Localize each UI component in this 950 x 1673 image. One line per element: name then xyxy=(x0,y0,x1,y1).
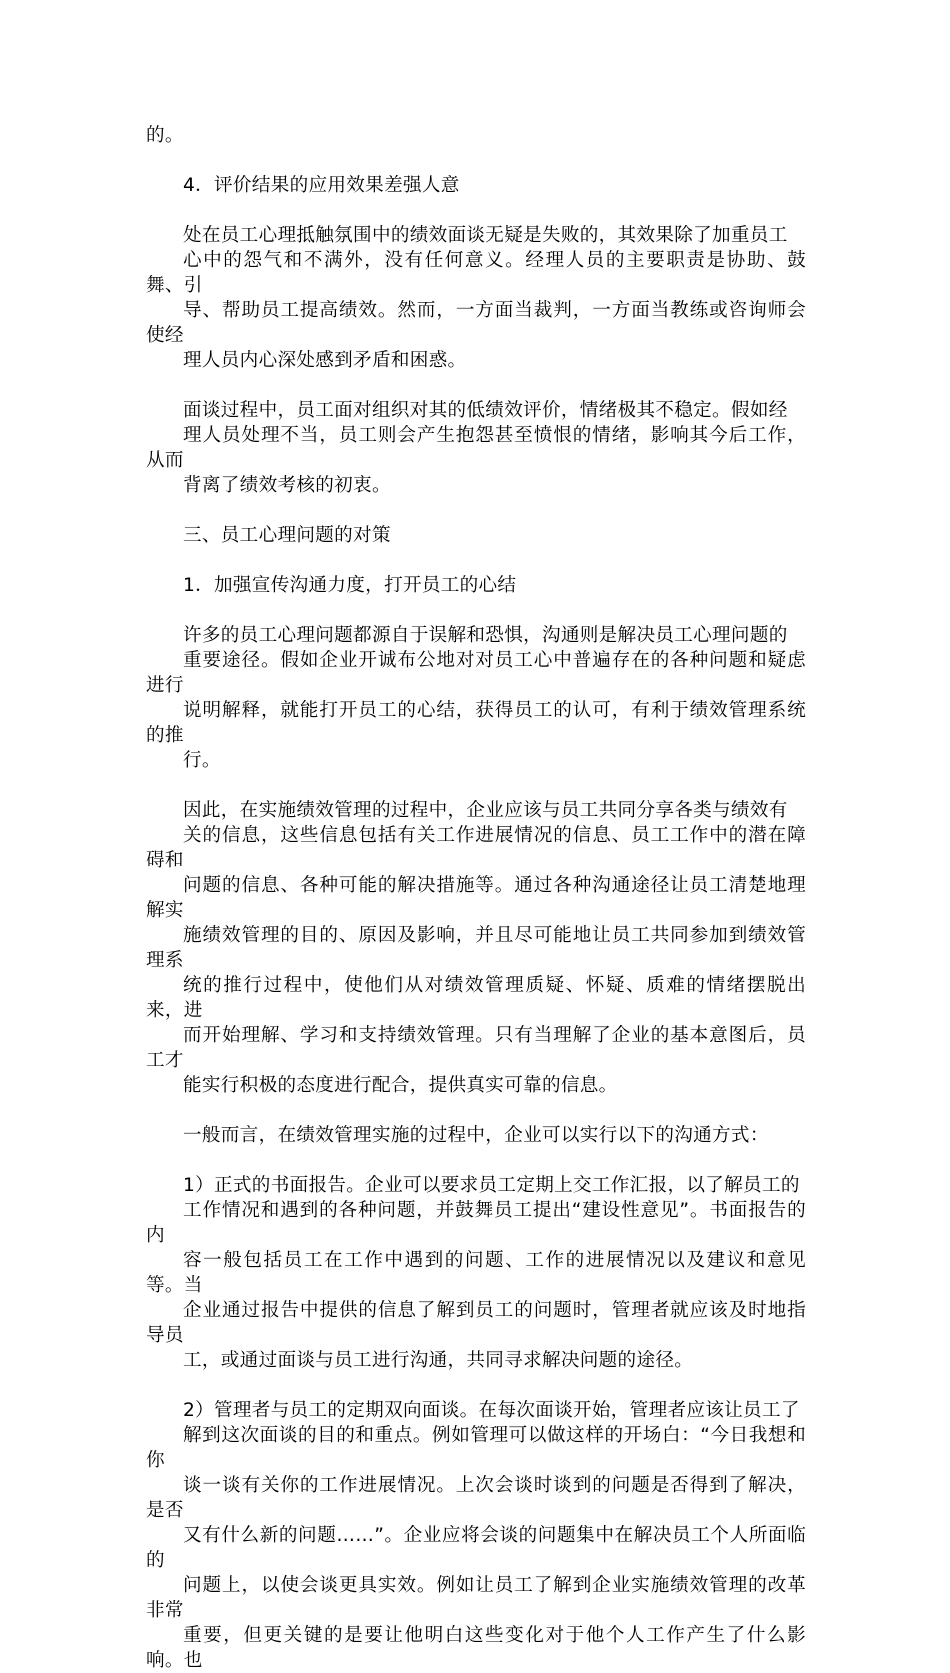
text-line: 理人员处理不当，员工则会产生抱怨甚至愤恨的情绪，影响其今后工作，从而 xyxy=(146,425,806,471)
paragraph xyxy=(146,123,806,148)
paragraph xyxy=(146,573,806,598)
text-line: 理人员内心深处感到矛盾和困惑。 xyxy=(183,350,467,371)
text-line: 工作情况和遇到的各种问题，并鼓舞员工提出“建设性意见”。书面报告的内 xyxy=(146,1200,806,1246)
text-line: 容一般包括员工在工作中遇到的问题、工作的进展情况以及建议和意见等。当 xyxy=(146,1250,806,1296)
text-line: 工，或通过面谈与员工进行沟通，共同寻求解决问题的途径。 xyxy=(183,1350,694,1371)
text-line: 心中的怨气和不满外，没有任何意义。经理人员的主要职责是协助、鼓舞、引 xyxy=(146,250,806,296)
paragraph xyxy=(146,223,806,373)
paragraph xyxy=(146,523,806,548)
paragraph xyxy=(146,798,806,1098)
paragraph xyxy=(146,173,806,198)
text-line: 又有什么新的问题……”。企业应将会谈的问题集中在解决员工个人所面临的 xyxy=(146,1525,806,1571)
text-line: 背离了绩效考核的初衷。 xyxy=(183,475,391,496)
text-line: 说明解释，就能打开员工的心结，获得员工的认可，有利于绩效管理系统的推 xyxy=(146,700,806,746)
text-line: 4．评价结果的应用效果差强人意 xyxy=(183,175,460,196)
text-line: 1．加强宣传沟通力度，打开员工的心结 xyxy=(183,575,517,596)
text-line: 因此，在实施绩效管理的过程中，企业应该与员工共同分享各类与绩效有 xyxy=(183,800,788,821)
text-line: 企业通过报告中提供的信息了解到员工的问题时，管理者就应该及时地指导员 xyxy=(146,1300,806,1346)
paragraph xyxy=(146,1173,806,1373)
text-line: 谈一谈有关你的工作进展情况。上次会谈时谈到的问题是否得到了解决，是否 xyxy=(146,1475,806,1521)
paragraph xyxy=(146,1398,806,1673)
text-line: 的。 xyxy=(146,125,184,146)
text-line: 2）管理者与员工的定期双向面谈。在每次面谈开始，管理者应该让员工了 xyxy=(183,1400,800,1421)
text-line: 能实行积极的态度进行配合，提供真实可靠的信息。 xyxy=(183,1075,618,1096)
text-line: 面谈过程中，员工面对组织对其的低绩效评价，情绪极其不稳定。假如经 xyxy=(183,400,788,421)
text-line: 问题的信息、各种可能的解决措施等。通过各种沟通途径让员工清楚地理解实 xyxy=(146,875,806,921)
text-line: 问题上，以使会谈更具实效。例如让员工了解到企业实施绩效管理的改革非常 xyxy=(146,1575,806,1621)
paragraph xyxy=(146,1123,806,1148)
paragraph xyxy=(146,623,806,773)
text-line: 三、员工心理问题的对策 xyxy=(183,525,391,546)
text-line: 施绩效管理的目的、原因及影响，并且尽可能地让员工共同参加到绩效管理系 xyxy=(146,925,806,971)
text-line: 一般而言，在绩效管理实施的过程中，企业可以实行以下的沟通方式： xyxy=(183,1125,769,1146)
text-line: 导、帮助员工提高绩效。然而，一方面当裁判，一方面当教练或咨询师会使经 xyxy=(146,300,806,346)
text-line: 关的信息，这些信息包括有关工作进展情况的信息、员工工作中的潜在障碍和 xyxy=(146,825,806,871)
document-body xyxy=(146,123,806,1673)
text-line: 重要，但更关键的是要让他明白这些变化对于他个人工作产生了什么影响。也 xyxy=(146,1625,806,1671)
text-line: 行。 xyxy=(183,750,221,771)
paragraph xyxy=(146,398,806,498)
text-line: 重要途径。假如企业开诚布公地对对员工心中普遍存在的各种问题和疑虑进行 xyxy=(146,650,806,696)
text-line: 处在员工心理抵触氛围中的绩效面谈无疑是失败的，其效果除了加重员工 xyxy=(183,225,788,246)
text-line: 1）正式的书面报告。企业可以要求员工定期上交工作汇报，以了解员工的 xyxy=(183,1175,800,1196)
text-line: 而开始理解、学习和支持绩效管理。只有当理解了企业的基本意图后，员工才 xyxy=(146,1025,806,1071)
text-line: 许多的员工心理问题都源自于误解和恐惧，沟通则是解决员工心理问题的 xyxy=(183,625,788,646)
text-line: 解到这次面谈的目的和重点。例如管理可以做这样的开场白：“今日我想和你 xyxy=(146,1425,806,1471)
text-line: 统的推行过程中，使他们从对绩效管理质疑、怀疑、质难的情绪摆脱出来，进 xyxy=(146,975,806,1021)
